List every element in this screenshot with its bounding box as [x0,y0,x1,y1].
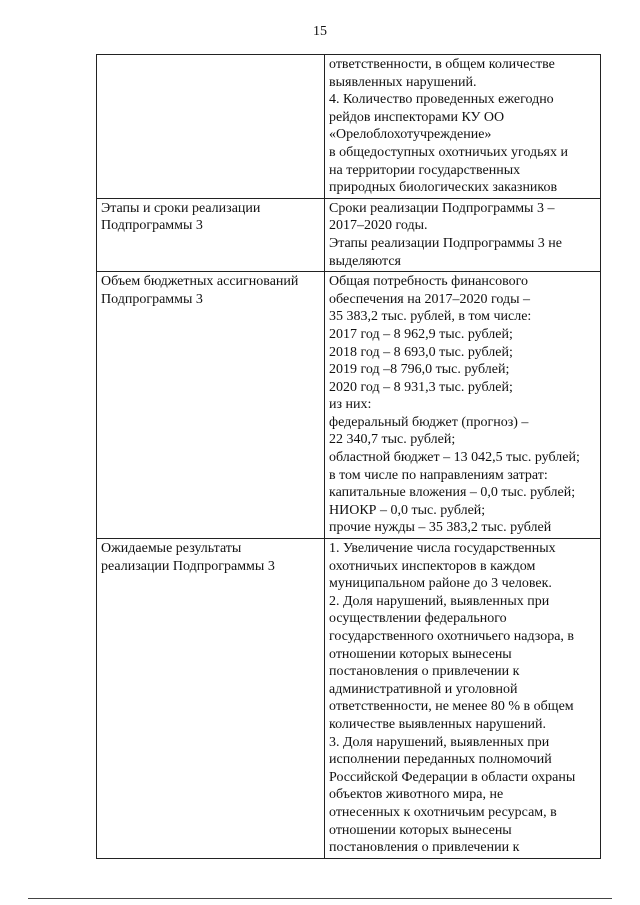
row-value-line: 22 340,7 тыс. рублей; [329,432,456,448]
row-label-cell [97,539,325,859]
row-value-line: отношении которых вынесены [329,822,512,838]
row-value-line: выявленных нарушений. [329,74,477,90]
row-value-line: выделяются [329,253,401,269]
row-value-line: 2. Доля нарушений, выявленных при [329,593,550,609]
row-value-line: Российской Федерации в области охраны [329,769,576,785]
row-value-cell [325,272,601,539]
row-value-line: 2018 год – 8 693,0 тыс. рублей; [329,344,513,360]
row-value-line: НИОКР – 0,0 тыс. рублей; [329,502,486,518]
row-value-line: обеспечения на 2017–2020 годы – [329,291,530,307]
row-value-line: количестве выявленных нарушений. [329,716,547,732]
row-value-line: 4. Количество проведенных ежегодно [329,92,554,108]
table-row-expected-results [97,539,601,859]
row-label-line: Этапы и сроки реализации [101,200,261,216]
row-label-cell [97,198,325,271]
row-value-line: ответственности, в общем количестве [329,57,555,72]
row-label-line: Ожидаемые результаты [101,541,242,557]
row-value-line: 3. Доля нарушений, выявленных при [329,734,550,750]
row-value-line: Общая потребность финансового [329,274,529,290]
row-value-line: 2017 год – 8 962,9 тыс. рублей; [329,326,513,342]
table-row-continued-indicators [97,55,601,199]
row-value-line: на территории государственных [329,162,521,178]
row-value-line: 2019 год –8 796,0 тыс. рублей; [329,362,510,378]
row-value-line: государственного охотничьего надзора, в [329,629,575,644]
row-value-line: федеральный бюджет (прогноз) – [329,414,529,430]
row-value-line: природных биологических заказников [329,180,558,196]
row-label-line: Подпрограммы 3 [101,291,203,307]
page-number: 15 [313,24,327,39]
table-row-budget-allocations [97,272,601,539]
row-value-line: областной бюджет – 13 042,5 тыс. рублей; [329,450,580,466]
row-label-line: Объем бюджетных ассигнований [101,274,299,290]
row-value-line: «Орелоблохотучреждение» [329,127,492,143]
row-value-line: постановления о привлечении к [329,840,520,856]
row-value-line: капитальные вложения – 0,0 тыс. рублей; [329,485,576,501]
row-value-line: 35 383,2 тыс. рублей, в том числе: [329,309,532,325]
row-value-line: в общедоступных охотничьих угодьях и [329,144,568,160]
row-value-line: Сроки реализации Подпрограммы 3 – [329,200,555,216]
row-value-line: прочие нужды – 35 383,2 тыс. рублей [329,520,552,536]
row-label-line: Подпрограммы 3 [101,218,203,234]
row-value-line: из них: [329,397,372,413]
table-row-stages-and-terms [97,198,601,271]
row-value-line: 2020 год – 8 931,3 тыс. рублей; [329,379,513,395]
row-value-line: исполнении переданных полномочий [329,752,552,768]
row-value-line: административной и уголовной [329,681,518,697]
row-value-cell [325,198,601,271]
row-value-line: Этапы реализации Подпрограммы 3 не [329,235,562,251]
row-value-line: охотничьих инспекторов в каждом [329,558,536,574]
subprogram-passport-table [96,54,601,859]
row-value-line: 1. Увеличение числа государственных [329,541,556,557]
row-label-cell [97,272,325,539]
row-value-line: осуществлении федерального [329,611,507,627]
row-value-line: муниципальном районе до 3 человек. [329,576,552,592]
row-value-line: 2017–2020 годы. [329,218,428,234]
row-value-line: отношении которых вынесены [329,646,512,662]
row-value-line: отнесенных к охотничьим ресурсам, в [329,804,557,820]
page-bottom-divider [28,898,612,899]
row-value-line: в том числе по направлениям затрат: [329,467,548,483]
row-value-line: постановления о привлечении к [329,664,520,680]
row-value-line: рейдов инспекторами КУ ОО [329,109,505,125]
row-value-cell [325,539,601,859]
row-value-line: ответственности, не менее 80 % в общем [329,699,574,715]
row-label-cell [97,55,325,199]
row-label-line: реализации Подпрограммы 3 [101,558,275,574]
row-value-line: объектов животного мира, не [329,787,504,803]
row-value-cell [325,55,601,199]
